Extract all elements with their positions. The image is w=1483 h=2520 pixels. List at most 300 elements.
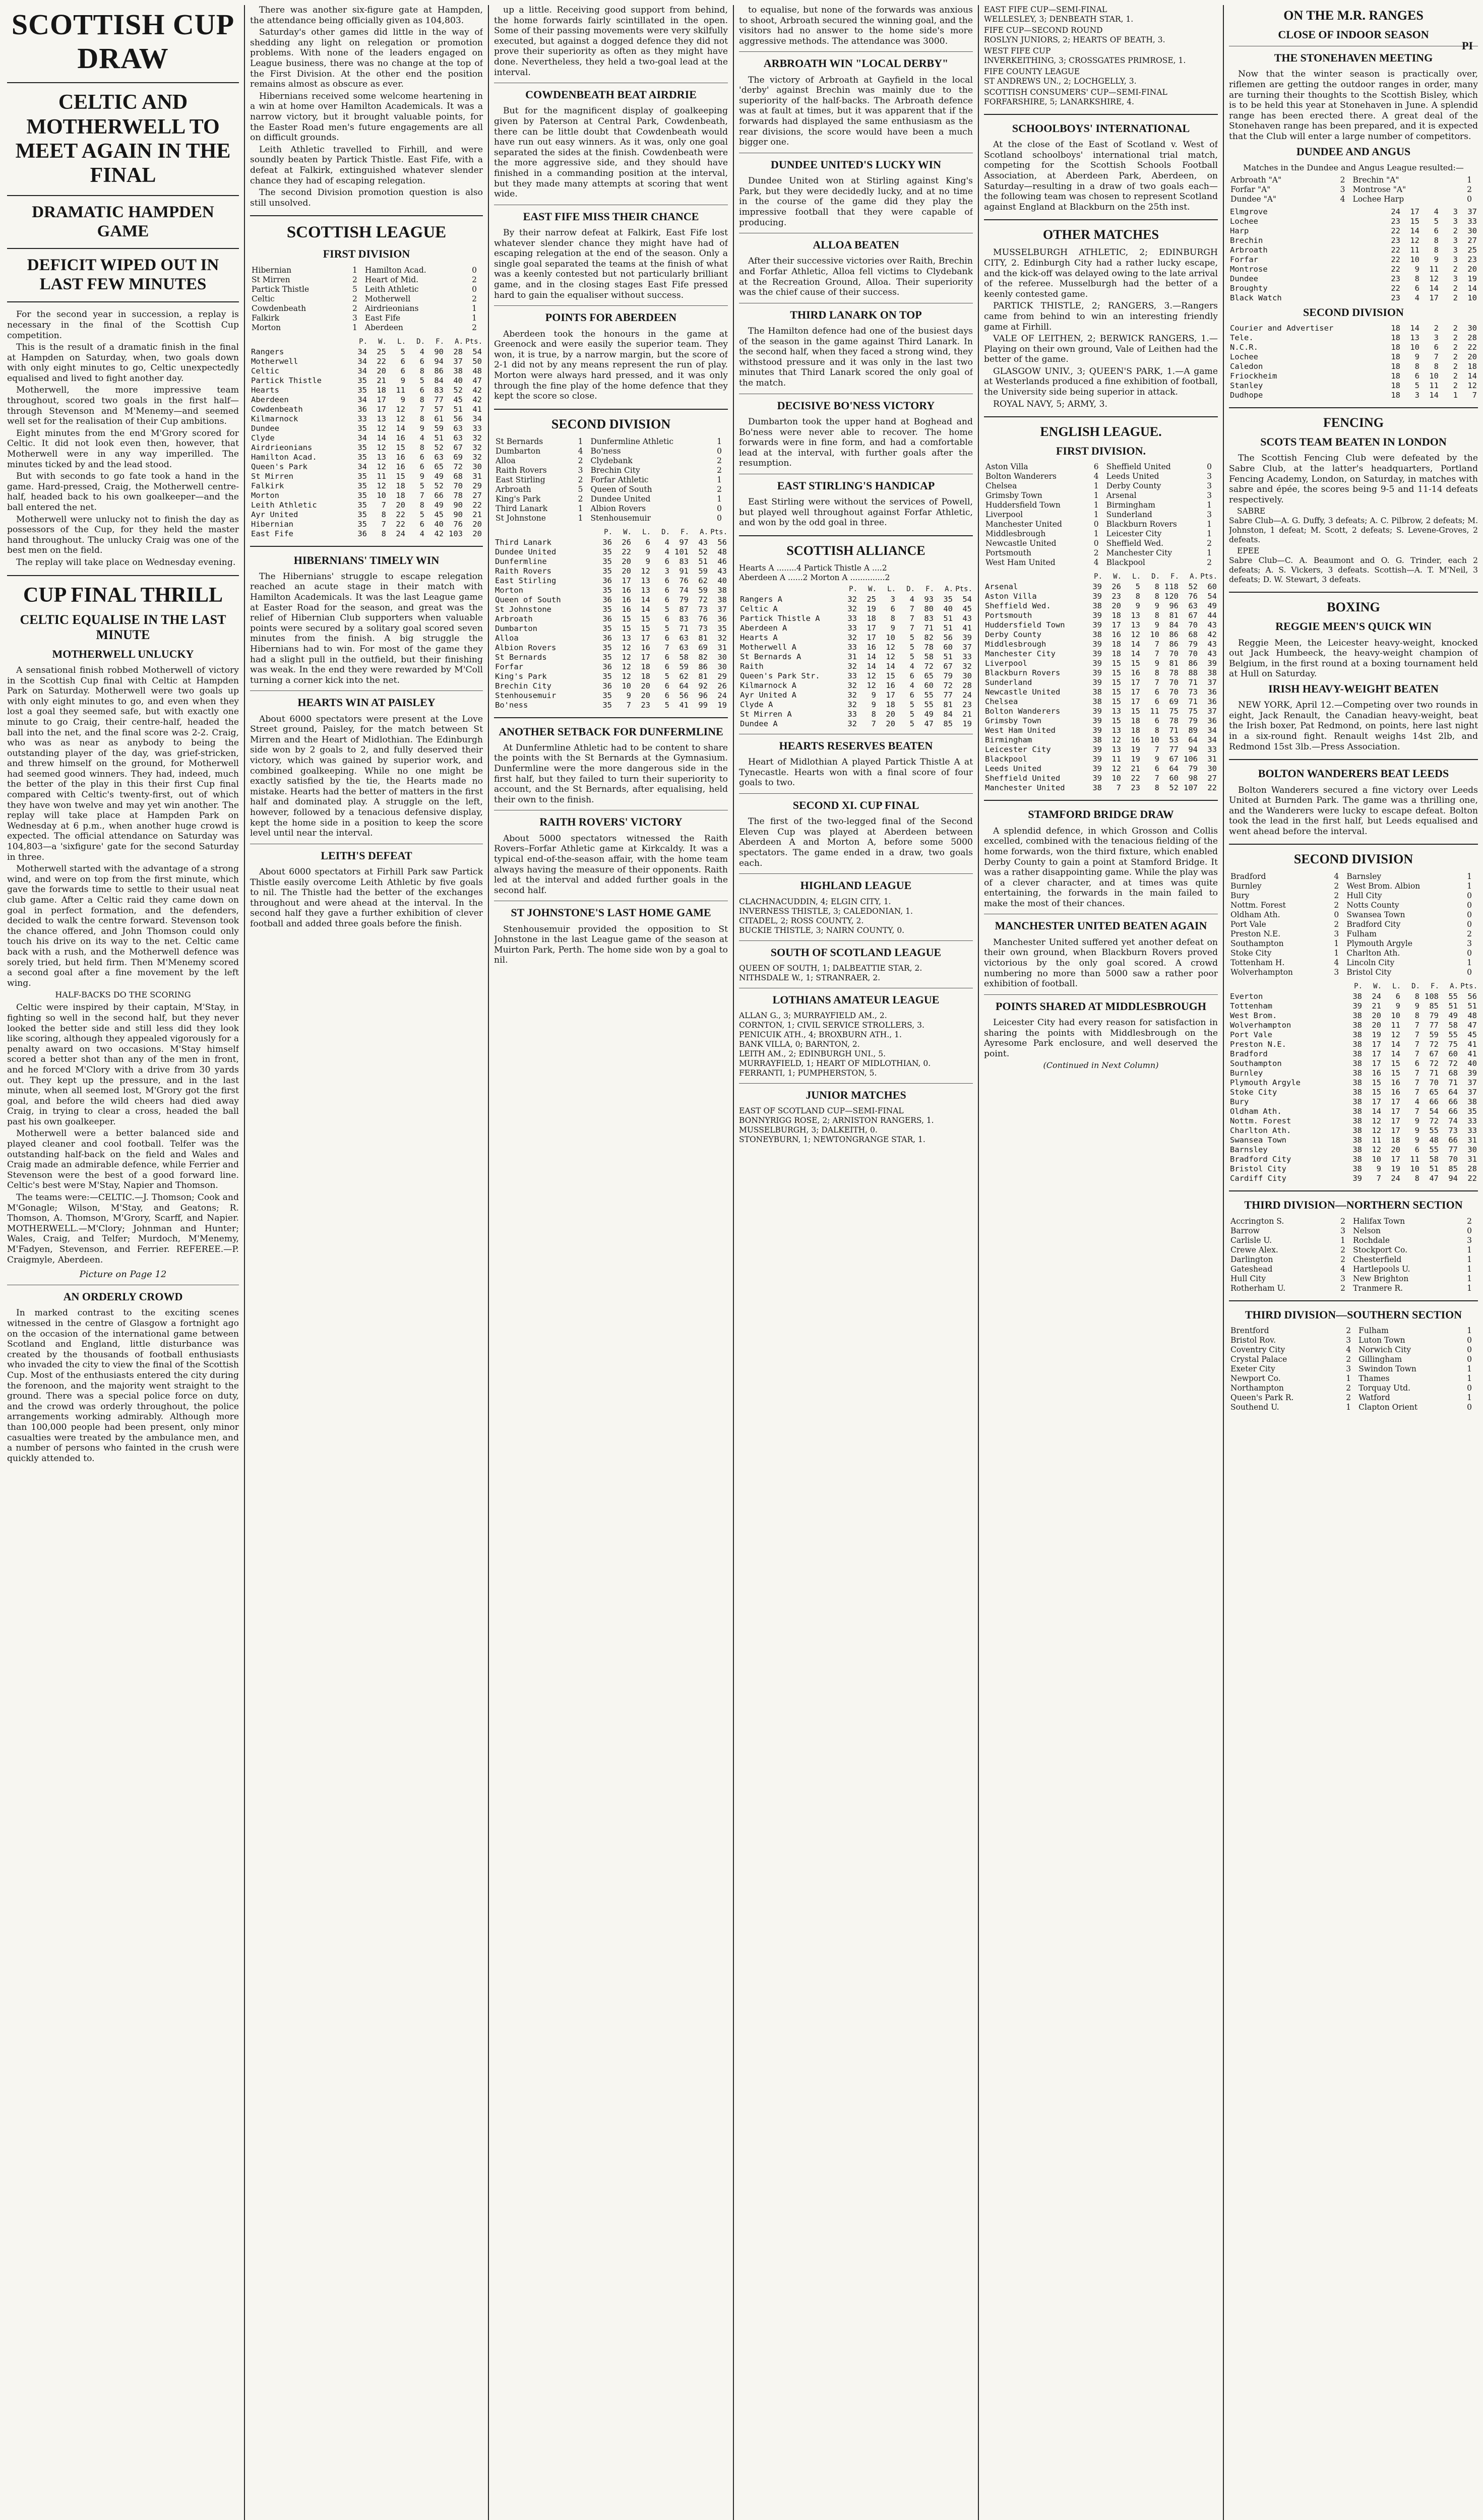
score: 0: [1467, 891, 1472, 901]
divider: [739, 793, 973, 794]
team-name: Middlesbrough: [985, 529, 1046, 539]
article-paragraph: Hibernians received some welcome heartening in a win at home over Hamilton Academicals. It was a narrow victory, but it brought valuable points, for the Easter Road men's future engagements are all on difficult grounds.: [250, 91, 483, 143]
standings-row: [250, 424, 483, 433]
stat-value: 17: [1372, 1059, 1381, 1068]
score: 0: [1467, 1226, 1472, 1235]
stat-value: 6: [664, 662, 669, 671]
stat-value: 6: [1154, 764, 1159, 774]
stat-value: 79: [1429, 1011, 1439, 1021]
stat-value: 39: [1352, 1001, 1362, 1011]
headline-third-south: THIRD DIVISION—SOUTHERN SECTION: [1245, 1308, 1462, 1321]
stat-value: 35: [602, 566, 612, 576]
score: 0: [1467, 968, 1472, 977]
stat-value: 23: [962, 700, 972, 709]
team-name: Stanley: [1230, 381, 1263, 391]
team-name: Huddersfield Town: [985, 500, 1061, 510]
stat-value: 4: [419, 529, 424, 538]
stat-value: 3: [1453, 216, 1458, 226]
stat-value: 35: [357, 375, 367, 385]
article-paragraph: At Dunfermline Athletic had to be content to share the points with the St Bernards at the Gymnasium. Dunfermline were the more dangerous side in the first half, but they failed to turn their superiority to account, and the St Bernards, after equalising, held their own to the finish.: [494, 742, 728, 805]
stat-value: 76: [679, 576, 689, 585]
stat-value: 24: [717, 690, 727, 700]
stat-value: 43: [1207, 620, 1217, 630]
team-name: Motherwell A: [740, 642, 796, 652]
stat-value: 47: [924, 719, 934, 728]
stat-value: 10: [1429, 371, 1439, 381]
score: 0: [1467, 910, 1472, 920]
article-paragraph: GLASGOW UNIV., 3; QUEEN'S PARK, 1.—A game at Westerlands produced a fine exhibition of football, the University side being superior in attack.: [984, 366, 1218, 398]
article-paragraph: Manchester United suffered yet another defeat on their own ground, when Blackburn Rovers proved victorious by the only goal scored. A crowd numbering no more than 5000 saw a rather poor exhibition of football.: [984, 937, 1218, 989]
result-row: [1229, 1393, 1478, 1403]
standings-row: [739, 595, 973, 604]
standings-row: [1229, 1174, 1478, 1183]
stat-value: 77: [943, 690, 953, 700]
stat-value: 12: [396, 404, 405, 414]
standings-row: [984, 764, 1218, 774]
stat-value: 12: [1111, 764, 1121, 774]
stat-value: 51: [434, 433, 444, 443]
stat-value: 69: [698, 643, 708, 652]
score: 0: [1467, 1402, 1472, 1412]
stat-value: 93: [924, 594, 934, 604]
score: 0: [717, 503, 722, 513]
stat-value: 15: [1410, 216, 1419, 226]
score: 2: [578, 456, 583, 465]
standings-row: [984, 592, 1218, 601]
headline-dunfermline: ANOTHER SETBACK FOR DUNFERMLINE: [499, 725, 723, 738]
score: 0: [1467, 901, 1472, 910]
stat-value: 32: [472, 433, 482, 443]
score: 1: [1207, 520, 1212, 529]
stat-value: 7: [1154, 649, 1159, 659]
standings-row: [1229, 236, 1478, 245]
stat-value: 57: [434, 404, 444, 414]
standings-table: [1229, 981, 1478, 1183]
result-row: [1229, 968, 1478, 977]
standings-row: [250, 443, 483, 453]
stat-value: 18: [1111, 640, 1121, 649]
score: 1: [578, 503, 583, 513]
stat-value: 37: [1467, 207, 1477, 216]
stat-value: 59: [434, 423, 444, 433]
stat-value: 11: [1429, 381, 1439, 391]
headline-leith: LEITH'S DEFEAT: [321, 849, 412, 862]
results-list: EAST OF SCOTLAND CUP—SEMI-FINAL BONNYRIGG ROSE, 2; ARNISTON RANGERS, 1. MUSSELBURGH, 3; DALKEITH, 0. STONEYBURN, 1; NEWTONGRANGE STAR, 1.: [739, 1106, 934, 1145]
standings-row: [984, 620, 1218, 630]
stat-value: 6: [664, 576, 669, 585]
stat-value: 101: [674, 547, 689, 556]
stat-value: 16: [1372, 1068, 1381, 1078]
stat-value: 24: [1391, 1174, 1400, 1183]
section-subhead: HALF-BACKS DO THE SCORING: [55, 990, 191, 1000]
result-row: [1229, 910, 1478, 920]
stat-value: 6: [664, 690, 669, 700]
stat-value: 18: [377, 385, 386, 395]
result-row: [1229, 881, 1478, 891]
stat-value: 39: [1092, 659, 1102, 668]
stat-value: 23: [1467, 255, 1477, 264]
stat-value: 7: [1414, 1030, 1419, 1040]
team-name: Arbroath: [1230, 245, 1268, 255]
team-name: St Johnstone: [496, 513, 546, 523]
stat-value: 48: [717, 547, 727, 556]
stat-value: 5: [419, 510, 424, 519]
stat-value: 12: [1410, 235, 1419, 245]
score: 1: [1093, 529, 1099, 539]
results-list: EAST FIFE CUP—SEMI-FINAL WELLESLEY, 3; DENBEATH STAR, 1.: [984, 5, 1134, 24]
article-paragraph: Motherwell, the more impressive team throughout, scored two goals in the first half—through Stevenson and M'Menemy—and seemed well set for the realisation of their Cup ambitions.: [7, 385, 239, 427]
stat-value: 10: [1150, 735, 1159, 745]
alliance-results: Hearts A ........4 Partick Thistle A ....2 Aberdeen A ......2 Morton A ..............2: [739, 563, 890, 582]
score: 2: [1467, 929, 1472, 939]
score: 0: [1093, 539, 1099, 548]
score: 2: [578, 475, 583, 484]
standings-row: [1229, 343, 1478, 352]
column-header: D.: [416, 337, 425, 346]
stat-value: 70: [1429, 1078, 1439, 1088]
team-name: Lochee Harp: [1352, 194, 1404, 204]
team-name: Portsmouth: [985, 611, 1032, 620]
stat-value: 74: [1448, 1116, 1458, 1126]
stat-value: 103: [449, 529, 463, 538]
stat-value: 2: [1453, 352, 1458, 362]
stat-value: 39: [1092, 620, 1102, 630]
team-name: Aberdeen A: [740, 623, 787, 633]
team-name: Motherwell: [364, 294, 411, 303]
headline-alloa: ALLOA BEATEN: [813, 238, 899, 251]
stat-value: 20: [622, 556, 631, 566]
stat-value: 7: [1472, 391, 1477, 400]
stat-value: 8: [1414, 362, 1419, 371]
stat-value: 39: [1207, 659, 1217, 668]
score: 2: [1346, 1383, 1351, 1393]
stat-value: 7: [381, 500, 386, 510]
stat-value: 56: [453, 414, 463, 423]
stat-value: 32: [847, 700, 857, 709]
stat-value: 54: [1207, 592, 1217, 601]
result-row: [494, 466, 728, 475]
score: 2: [472, 294, 477, 303]
stat-value: 1: [1453, 391, 1458, 400]
stat-value: 14: [867, 652, 876, 661]
score: 3: [578, 465, 583, 475]
headline-cowdenbeath: COWDENBEATH BEAT AIRDRIE: [525, 88, 697, 101]
team-name: Arsenal: [985, 582, 1018, 592]
stat-value: 10: [1467, 293, 1477, 302]
stat-value: 38: [1352, 1030, 1362, 1040]
stat-value: 34: [1207, 726, 1217, 735]
score: 2: [1334, 920, 1339, 929]
column-header: W.: [623, 528, 632, 536]
result-row: [1229, 1383, 1478, 1393]
stat-value: 35: [357, 490, 367, 500]
team-name: Forfar: [1230, 255, 1258, 264]
team-name: Aberdeen: [251, 395, 289, 404]
stat-value: 35: [357, 481, 367, 490]
fencing-results: SABRE Sabre Club—A. G. Duffy, 3 defeats; A. C. Pilbrow, 2 defeats; M. Johnston, 1 defeat; M. Scott, 2 defeats; S. Levene-Groves, 2 defeats.: [1229, 507, 1478, 545]
stat-value: 43: [1207, 640, 1217, 649]
stat-value: 4: [909, 594, 914, 604]
column-header: [494, 527, 594, 538]
divider: [7, 195, 239, 196]
stat-value: 18: [1391, 352, 1400, 362]
standings-row: [984, 735, 1218, 745]
standings-row: [739, 643, 973, 652]
stat-value: 20: [396, 500, 405, 510]
stat-value: 35: [602, 623, 612, 633]
team-name: West Brom.: [1230, 1011, 1277, 1021]
team-name: Falkirk: [251, 481, 284, 490]
article-paragraph: About 6000 spectators were present at the Love Street ground, Paisley, for the match between St Mirren and the Heart of Midlothian. The Edinburgh side won by 2 goals to 2, and fully deserved their victory, which was gained by superior work, and combined goalkeeping. While no one might be exactly satisfied by the tie, the Hearts made no mistake. Hearts had the better of matters in the first half and dominated play. A struggle on the left, however, followed by a tenacious defensive display, kept the home side in a position to keep the score level until near the interval.: [250, 714, 483, 839]
results-table: [984, 462, 1218, 568]
stat-value: 69: [453, 452, 463, 462]
stat-value: 6: [1154, 687, 1159, 697]
stat-value: 12: [622, 671, 631, 681]
stat-value: 8: [890, 613, 895, 623]
stat-value: 39: [1467, 1068, 1477, 1078]
stat-value: 8: [381, 529, 386, 538]
stat-value: 25: [1467, 245, 1477, 255]
team-name: Watford: [1358, 1393, 1390, 1402]
team-name: Northampton: [1230, 1383, 1284, 1393]
stat-value: 58: [924, 652, 934, 661]
stat-value: 41: [679, 700, 689, 710]
standings-row: [494, 576, 728, 586]
standings-row: [984, 783, 1218, 793]
stat-value: 6: [1414, 1145, 1419, 1155]
score: 2: [1334, 901, 1339, 910]
stat-value: 22: [1467, 343, 1477, 352]
result-row: [984, 558, 1218, 568]
standings-row: [1229, 1097, 1478, 1107]
stat-value: 90: [434, 347, 444, 356]
stat-value: 38: [1352, 1021, 1362, 1030]
column-header: Pts.: [955, 585, 972, 593]
standings-row: [739, 719, 973, 729]
team-name: Dundee A: [740, 719, 778, 728]
stat-value: 66: [1429, 1097, 1439, 1107]
stat-value: 3: [1453, 245, 1458, 255]
stat-value: 11: [1111, 754, 1121, 764]
stat-value: 9: [1414, 352, 1419, 362]
stat-value: 65: [1429, 1088, 1439, 1097]
stat-value: 120: [1164, 592, 1179, 601]
team-name: St Bernards: [495, 652, 547, 662]
team-name: Norwich City: [1358, 1345, 1411, 1354]
stat-value: 18: [1391, 333, 1400, 343]
stat-value: 77: [1169, 745, 1179, 754]
stat-value: 96: [698, 690, 708, 700]
divider: [7, 82, 239, 83]
stat-value: 17: [377, 404, 386, 414]
subheadline: MOTHERWELL UNLUCKY: [52, 647, 194, 660]
stat-value: 35: [717, 623, 727, 633]
team-name: Queen of South: [495, 595, 561, 604]
result-row: [250, 275, 483, 285]
standings-row: [984, 640, 1218, 649]
stat-value: 38: [1352, 1136, 1362, 1145]
stat-value: 5: [909, 652, 914, 661]
team-name: Brechin "A": [1352, 175, 1399, 184]
team-name: Stoke City: [1230, 949, 1272, 958]
stat-value: 5: [909, 642, 914, 652]
headline-lothians: LOTHIANS AMATEUR LEAGUE: [772, 993, 940, 1006]
team-name: Dumbarton: [495, 623, 537, 633]
stat-value: 35: [1467, 1107, 1477, 1116]
subheadline: CELTIC EQUALISE IN THE LAST MINUTE: [20, 612, 226, 642]
team-name: Ayr United: [251, 510, 298, 519]
team-name: Tranmere R.: [1353, 1283, 1403, 1293]
stat-value: 72: [1429, 1040, 1439, 1049]
headline-other-matches: OTHER MATCHES: [1043, 227, 1159, 242]
stat-value: 87: [679, 604, 689, 614]
stat-value: 8: [1414, 992, 1419, 1001]
stat-value: 32: [472, 443, 482, 452]
standings-row: [494, 538, 728, 547]
stat-value: 20: [1111, 601, 1121, 611]
team-name: Southampton: [1230, 1059, 1282, 1068]
stat-value: 35: [602, 690, 612, 700]
article-paragraph: Aberdeen took the honours in the game at Greenock and were easily the superior team. They won, it is true, by a narrow margin, but the score of 2-1 did not by any means represent the run of play. Morton were always hard pressed, and it was only through the fine play of the home defence that they kept the score so close.: [494, 329, 728, 402]
stat-value: 38: [1092, 601, 1102, 611]
stat-value: 18: [1391, 391, 1400, 400]
team-name: Nottm. Forest: [1230, 901, 1286, 910]
score: 1: [1467, 881, 1472, 891]
stat-value: 27: [1467, 235, 1477, 245]
team-name: Rochdale: [1353, 1235, 1390, 1245]
stat-value: 5: [664, 623, 669, 633]
stat-value: 51: [1448, 1001, 1458, 1011]
stat-value: 18: [1391, 362, 1400, 371]
standings-row: [984, 726, 1218, 735]
stat-value: 23: [1391, 274, 1400, 283]
score: 3: [1207, 472, 1212, 481]
result-row: [984, 539, 1218, 548]
team-name: Raith Rovers: [495, 566, 551, 576]
stat-value: 75: [1448, 1040, 1458, 1049]
score: 0: [1467, 920, 1472, 929]
stat-value: 35: [357, 500, 367, 510]
stat-value: 3: [1434, 333, 1439, 343]
stat-value: 38: [1352, 1011, 1362, 1021]
article-paragraph: VALE OF LEITHEN, 2; BERWICK RANGERS, 1.—Playing on their own ground, Vale of Leithen had the better of the game.: [984, 334, 1218, 365]
stat-value: 32: [847, 661, 857, 671]
team-name: Chelsea: [985, 697, 1018, 707]
stat-value: 54: [1429, 1107, 1439, 1116]
stat-value: 47: [1467, 1021, 1477, 1030]
team-name: Bristol City: [1346, 968, 1392, 977]
team-name: Rotherham U.: [1230, 1283, 1286, 1293]
stat-value: 15: [396, 471, 405, 481]
stat-value: 36: [602, 537, 612, 547]
stat-value: 17: [1391, 1097, 1400, 1107]
team-name: Birmingham: [1106, 500, 1155, 510]
article-paragraph: But for the magnificent display of goalkeeping given by Paterson at Central Park, Cowdenbeath, there can be little doubt that Cowdenbeath would have run out easy winners. As it was, only one goal separated the sides at the finish. Cowdenbeath were the more aggressive side, and they should have finished in a commanding position at the interval, but they made many attempts at scoring that went wide.: [494, 106, 728, 200]
stat-value: 32: [847, 594, 857, 604]
stat-value: 4: [909, 680, 914, 690]
stat-value: 75: [1188, 707, 1198, 716]
standings-row: [250, 433, 483, 443]
team-name: Stoke City: [1230, 1088, 1277, 1097]
stat-value: 20: [1372, 1021, 1381, 1030]
score: 2: [472, 323, 477, 332]
stat-value: 25: [867, 594, 876, 604]
stat-value: 22: [377, 356, 386, 366]
team-name: Portsmouth: [985, 548, 1031, 558]
score: 0: [1467, 194, 1472, 204]
team-name: East Fife: [364, 313, 401, 323]
stat-value: 49: [434, 471, 444, 481]
stat-value: 9: [419, 423, 424, 433]
divider: [494, 305, 728, 306]
stat-value: 14: [396, 423, 405, 433]
team-name: East Stirling: [495, 576, 557, 585]
stat-value: 5: [664, 604, 669, 614]
stat-value: 62: [679, 671, 689, 681]
stat-value: 13: [641, 585, 650, 595]
standings-row: [494, 614, 728, 624]
divider: [739, 1083, 973, 1084]
divider: [250, 690, 483, 691]
score: 2: [1093, 548, 1099, 558]
team-name: Bradford: [1230, 1049, 1268, 1059]
column-header: L.: [397, 337, 406, 346]
stat-value: 19: [1467, 274, 1477, 283]
team-name: Forfar Athletic: [590, 475, 649, 484]
score: 1: [1467, 1283, 1472, 1293]
team-name: Grimsby Town: [985, 716, 1041, 726]
headline-second-xi: SECOND XI. CUP FINAL: [792, 798, 919, 811]
stat-value: 29: [717, 671, 727, 681]
stat-value: 9: [400, 395, 405, 404]
stat-value: 36: [1207, 697, 1217, 707]
stat-value: 13: [1111, 707, 1121, 716]
column-header: [1229, 981, 1344, 992]
stat-value: 18: [396, 481, 405, 490]
stat-value: 7: [664, 643, 669, 652]
article-paragraph: Leith Athletic travelled to Firhill, and were soundly beaten by Partick Thistle. East Fife, with a defeat at Falkirk, extinguished whatever slender chance they had of escaping relegation.: [250, 144, 483, 186]
headline-east-fife: EAST FIFE MISS THEIR CHANCE: [523, 210, 699, 223]
stat-value: 15: [1111, 678, 1121, 687]
team-name: Montrose: [1230, 264, 1268, 274]
standings-row: [739, 623, 973, 633]
stat-value: 18: [1131, 726, 1140, 735]
team-name: Burnley: [1230, 881, 1262, 891]
stat-value: 18: [641, 671, 650, 681]
team-name: King's Park: [495, 671, 547, 681]
stat-value: 38: [1092, 735, 1102, 745]
stat-value: 71: [1188, 697, 1198, 707]
stat-value: 25: [377, 347, 386, 356]
stat-value: 12: [867, 671, 876, 680]
column-header: P.: [1354, 982, 1363, 991]
team-name: Bolton Wanderers: [985, 707, 1061, 716]
stat-value: 67: [453, 443, 463, 452]
stat-value: 10: [1372, 1155, 1381, 1164]
stat-value: 58: [679, 652, 689, 662]
stat-value: 77: [1448, 1145, 1458, 1155]
stat-value: 24: [1372, 992, 1381, 1001]
article-paragraph: For the second year in succession, a replay is necessary in the final of the Scottish Cup competition.: [7, 309, 239, 341]
result-row: [984, 462, 1218, 472]
result-row: [1229, 1217, 1478, 1226]
stat-value: 17: [867, 623, 876, 633]
column-header: W.: [1373, 982, 1382, 991]
stat-value: 30: [717, 652, 727, 662]
team-name: Preston N.E.: [1230, 1040, 1286, 1049]
stat-value: 22: [1391, 245, 1400, 255]
stat-value: 12: [622, 643, 631, 652]
